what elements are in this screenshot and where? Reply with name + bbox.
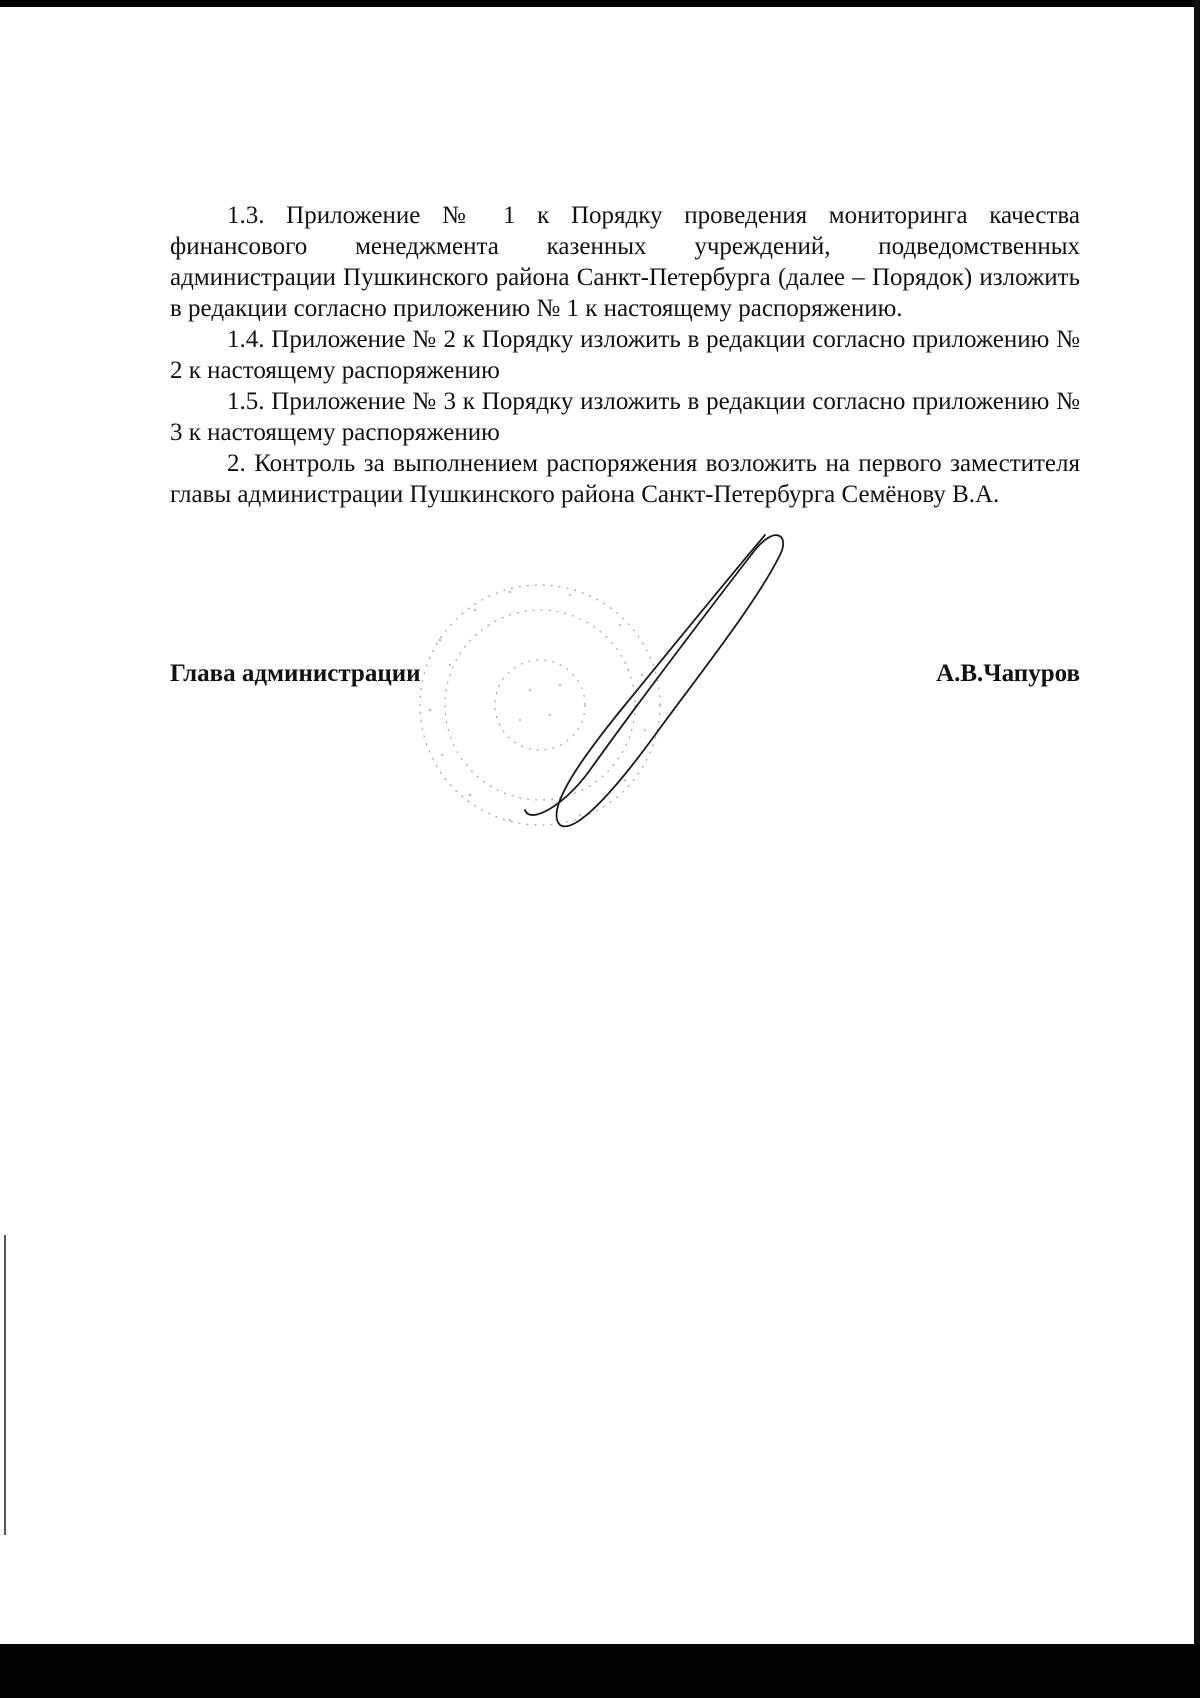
scan-border-bottom [0, 1644, 1200, 1698]
paragraph-1-4: 1.4. Приложение № 2 к Порядку изложить в редакции согласно приложению № 2 к настоящему распоряжению [170, 326, 1080, 384]
scan-border-right [1194, 0, 1200, 1698]
signatory-name: А.В.Чапуров [936, 660, 1080, 687]
paragraph-1-3: 1.3. Приложение № 1 к Порядку проведения мониторинга качества финансового менеджмента казенных учреждений, подведомственных администрации Пушкинского района Санкт-Петербурга (далее – Порядок) изложить в редакции согласно приложению № 1 к настоящему распоряжению. [170, 202, 1080, 322]
paragraph-1-5: 1.5. Приложение № 3 к Порядку изложить в редакции согласно приложению № 3 к настоящему распоряжению [170, 388, 1080, 446]
signature-title: Глава администрации [170, 660, 421, 687]
scan-border-top [0, 0, 1200, 7]
signature-row [170, 660, 1080, 688]
scan-edge-mark [4, 1235, 6, 1535]
document-body [170, 200, 1080, 510]
paragraph-2: 2. Контроль за выполнением распоряжения возложить на первого заместителя главы администрации Пушкинского района Санкт-Петербурга Семёнову В.А. [170, 450, 1080, 508]
